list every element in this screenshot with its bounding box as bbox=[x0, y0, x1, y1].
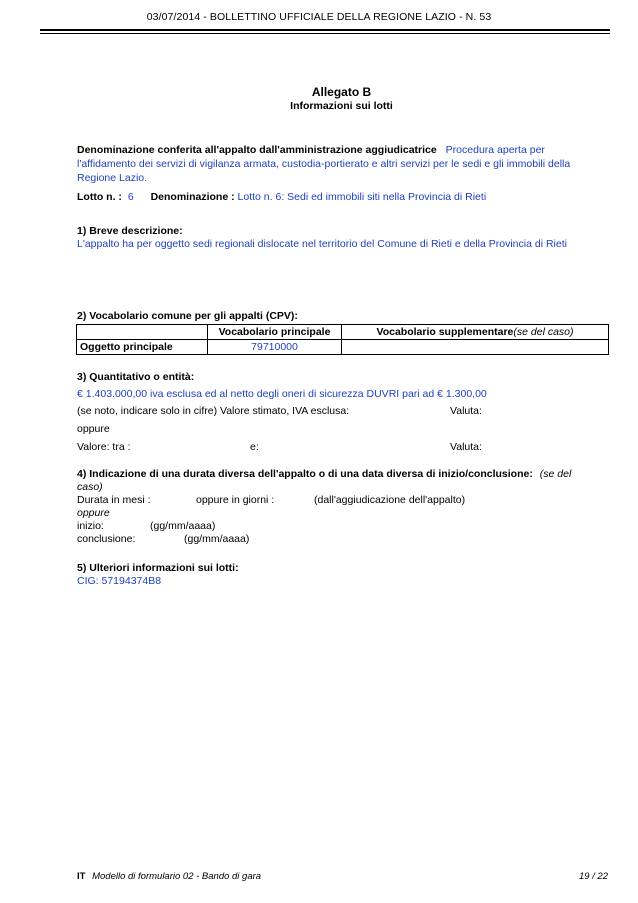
lotto-denominazione-label: Denominazione : bbox=[150, 191, 235, 203]
header-rule-thick bbox=[40, 29, 610, 31]
section2-heading: 2) Vocabolario comune per gli appalti (CPV): bbox=[77, 310, 298, 322]
section1-text: L'appalto ha per oggetto sedi regionali dislocate nel territorio del Comune di Rieti e della Provincia di Rieti bbox=[77, 238, 567, 250]
page-header: 03/07/2014 - BOLLETTINO UFFICIALE DELLA REGIONE LAZIO - N. 53 bbox=[146, 11, 492, 23]
denominazione-row bbox=[77, 143, 545, 157]
section4-heading: 4) Indicazione di una durata diversa dell'appalto o di una data diversa di inizio/conclusione: bbox=[77, 468, 533, 480]
section1-heading: 1) Breve descrizione: bbox=[77, 225, 183, 237]
cpv-header-empty bbox=[77, 325, 208, 340]
footer-text: Modello di formulario 02 - Bando di gara bbox=[92, 871, 262, 882]
section3-valuta-2: Valuta: bbox=[450, 441, 482, 453]
denominazione-label: Denominazione conferita all'appalto dall'amministrazione aggiudicatrice bbox=[77, 144, 437, 156]
cpv-header-principale: Vocabolario principale bbox=[208, 325, 342, 340]
section4-heading-note-1: (se del bbox=[539, 468, 572, 480]
section3-note: (se noto, indicare solo in cifre) Valore stimato, IVA esclusa: bbox=[77, 405, 350, 417]
cpv-row-supplementare bbox=[342, 340, 609, 355]
cpv-row-principale: 79710000 bbox=[208, 340, 342, 355]
section4-conclusione-format: (gg/mm/aaaa) bbox=[184, 533, 250, 545]
section4-heading-row bbox=[77, 467, 571, 481]
lotto-denominazione-value: Lotto n. 6: Sedi ed immobili siti nella Provincia di Rieti bbox=[237, 191, 487, 203]
section3-valore-tra: Valore: tra : bbox=[77, 441, 131, 453]
lotto-label: Lotto n. : bbox=[77, 191, 122, 203]
cpv-header-supplementare-note: (se del caso) bbox=[513, 326, 574, 338]
denominazione-value-1: Procedura aperta per bbox=[445, 144, 545, 156]
lotto-row bbox=[77, 190, 486, 204]
page-title: Allegato B bbox=[311, 85, 372, 99]
footer-language: IT bbox=[77, 871, 86, 882]
page-footer bbox=[77, 871, 261, 882]
section3-heading: 3) Quantitativo o entità: bbox=[77, 371, 195, 383]
cpv-row-label: Oggetto principale bbox=[77, 340, 208, 355]
section4-inizio-format: (gg/mm/aaaa) bbox=[150, 520, 216, 532]
section5-text: CIG: 57194374B8 bbox=[77, 575, 162, 587]
section3-value: € 1.403.000,00 iva esclusa ed al netto degli oneri di sicurezza DUVRI pari ad € 1.300,00 bbox=[77, 388, 487, 400]
cpv-header-row bbox=[77, 325, 609, 340]
section4-oppure: oppure bbox=[77, 507, 110, 519]
section4-durata-mesi: Durata in mesi : bbox=[77, 494, 151, 506]
denominazione-value-3: Regione Lazio. bbox=[77, 172, 148, 184]
section3-oppure: oppure bbox=[77, 423, 110, 435]
section5-heading: 5) Ulteriori informazioni sui lotti: bbox=[77, 562, 239, 574]
page-subtitle: Informazioni sui lotti bbox=[290, 100, 393, 112]
denominazione-value-2: l'affidamento dei servizi di vigilanza armata, custodia-portierato e altri servizi per le sedi e gli immobili della bbox=[77, 158, 571, 170]
header-rule-thin bbox=[40, 33, 610, 34]
section3-valuta-1: Valuta: bbox=[450, 405, 482, 417]
page-number: 19 / 22 bbox=[578, 871, 608, 882]
section4-inizio: inizio: bbox=[77, 520, 104, 532]
section4-heading-note-2: caso) bbox=[77, 481, 103, 493]
section4-oppure-giorni: oppure in giorni : bbox=[196, 494, 275, 506]
lotto-number: 6 bbox=[127, 191, 134, 203]
section3-e: e: bbox=[250, 441, 259, 453]
section4-conclusione: conclusione: bbox=[77, 533, 136, 545]
cpv-data-row bbox=[77, 340, 609, 355]
cpv-header-supplementare: Vocabolario supplementare bbox=[376, 326, 514, 338]
cpv-table bbox=[76, 324, 609, 355]
cpv-header-supplementare-cell bbox=[342, 325, 609, 340]
section4-dall-aggiudicazione: (dall'aggiudicazione dell'appalto) bbox=[314, 494, 466, 506]
